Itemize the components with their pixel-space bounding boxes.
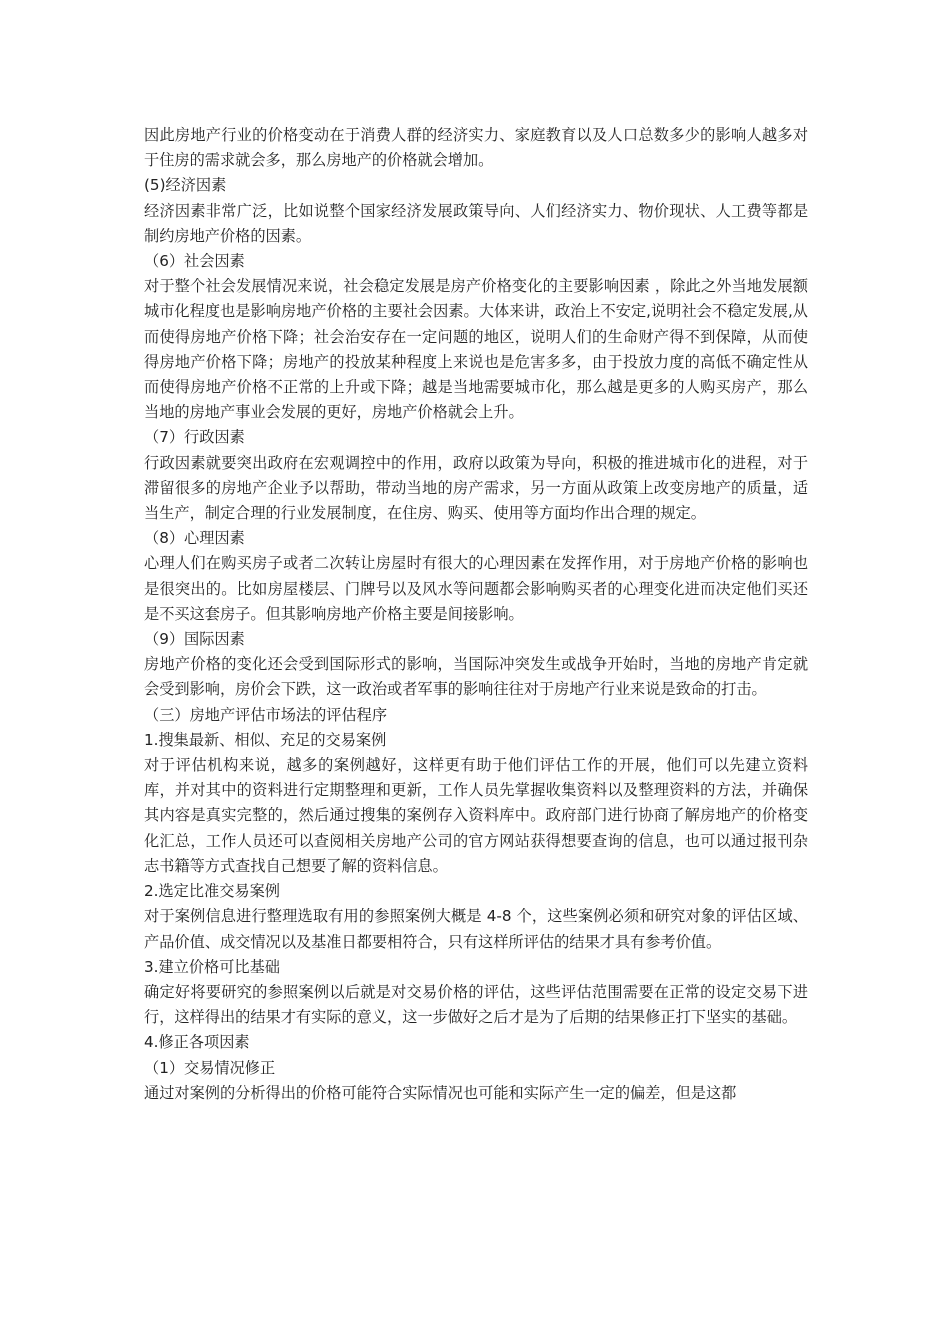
paragraph-administrative-factor: 行政因素就要突出政府在宏观调控中的作用，政府以政策为导向，积极的推进城市化的进程，对于滞留很多的房地产企业予以帮助，带动当地的房产需求，另一方面从政策上改变房地产的质量，适当生产，制定合理的行业发展制度，在住房、购买、使用等方面均作出合理的规定。: [144, 453, 808, 523]
paragraph-international-factor: 房地产价格的变化还会受到国际形式的影响，当国际冲突发生或战争开始时，当地的房地产肯定就会受到影响，房价会下跌，这一政治或者军事的影响往往对于房地产行业来说是致命的打击。: [144, 655, 808, 699]
paragraph-step-2-select-cases: 对于案例信息进行整理选取有用的参照案例大概是 4-8 个，这些案例必须和研究对象的评估区域、产品价值、成交情况以及基准日都要相符合，只有这样所评估的结果才具有参考价值。: [144, 907, 808, 951]
paragraph-transaction-adjustment: 通过对案例的分析得出的价格可能符合实际情况也可能和实际产生一定的偏差，但是这都: [144, 1083, 737, 1102]
document-body: [144, 123, 808, 1106]
section-heading-valuation-procedure: （三）房地产评估市场法的评估程序: [144, 705, 387, 724]
heading-economic-factor: (5)经济因素: [144, 176, 227, 195]
paragraph-social-factor: 对于整个社会发展情况来说，社会稳定发展是房产价格变化的主要影响因素 ，除此之外当地发展额城市化程度也是影响房地产价格的主要社会因素。大体来讲，政治上不安定,说明社会不稳定发展,从而使得房地产价格下降；社会治安存在一定问题的地区，说明人们的生命财产得不到保障，从而使得房地产价格下降；房地产的投放某种程度上来说也是危害多多，由于投放力度的高低不确定性从而使得房地产价格不正常的上升或下降；越是当地需要城市化，那么越是更多的人购买房产，那么当地的房地产事业会发展的更好，房地产价格就会上升。: [144, 277, 808, 422]
heading-transaction-adjustment: （1）交易情况修正: [144, 1058, 276, 1077]
heading-social-factor: （6）社会因素: [144, 252, 245, 271]
heading-step-3-price-basis: 3.建立价格可比基础: [144, 957, 280, 976]
heading-step-1-collect-cases: 1.搜集最新、相似、充足的交易案例: [144, 730, 387, 749]
paragraph-psychological-factor: 心理人们在购买房子或者二次转让房屋时有很大的心理因素在发挥作用，对于房地产价格的影响也是很突出的。比如房屋楼层、门牌号以及风水等问题都会影响购买者的心理变化进而决定他们买还是不买这套房子。但其影响房地产价格主要是间接影响。: [144, 554, 808, 623]
heading-step-2-select-cases: 2.选定比准交易案例: [144, 882, 280, 901]
heading-international-factor: （9）国际因素: [144, 630, 245, 649]
heading-step-4-adjust-factors: 4.修正各项因素: [144, 1033, 250, 1052]
heading-psychological-factor: （8）心理因素: [144, 529, 245, 548]
paragraph-step-3-price-basis: 确定好将要研究的参照案例以后就是对交易价格的评估，这些评估范围需要在正常的设定交易下进行，这样得出的结果才有实际的意义，这一步做好之后才是为了后期的结果修正打下坚实的基础。: [144, 982, 808, 1027]
paragraph-population-factor: 因此房地产行业的价格变动在于消费人群的经济实力、家庭教育以及人口总数多少的影响人越多对于住房的需求就会多，那么房地产的价格就会增加。: [144, 126, 808, 170]
paragraph-step-1-collect-cases: 对于评估机构来说，越多的案例越好，这样更有助于他们评估工作的开展，他们可以先建立资料库，并对其中的资料进行定期整理和更新，工作人员先掌握收集资料以及整理资料的方法，并确保其内容是真实完整的，然后通过搜集的案例存入资料库中。政府部门进行协商了解房地产的价格变化汇总，工作人员还可以查阅相关房地产公司的官方网站获得想要查询的信息，也可以通过报刊杂志书籍等方式查找自己想要了解的资料信息。: [144, 756, 808, 875]
heading-administrative-factor: （7）行政因素: [144, 428, 245, 447]
paragraph-economic-factor: 经济因素非常广泛，比如说整个国家经济发展政策导向、人们经济实力、物价现状、人工费等都是制约房地产价格的因素。: [144, 201, 808, 245]
